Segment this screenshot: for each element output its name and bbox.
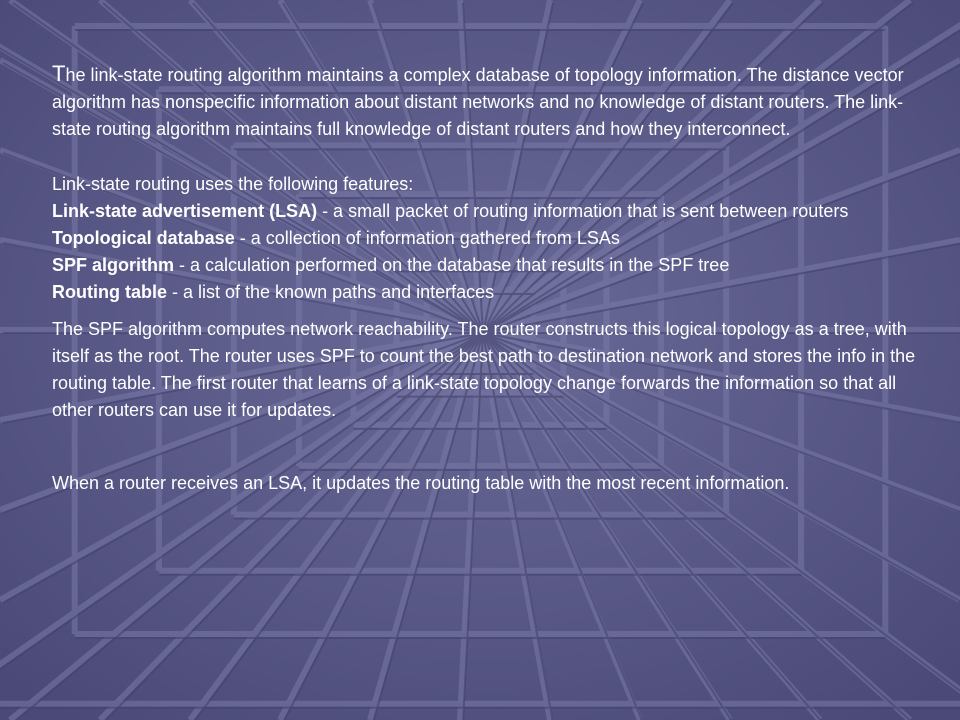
feature-desc: - a calculation performed on the database that results in the SPF tree — [174, 255, 730, 275]
feature-item-routing-table — [52, 279, 922, 306]
intro-paragraph — [52, 60, 922, 143]
slide-content — [52, 60, 922, 498]
spf-paragraph: The SPF algorithm computes network reachability. The router constructs this logical topology as a tree, with itself as the root. The router uses SPF to count the best path to destination network and stores the info in the routing table. The first router that learns of a link-state topology change forwards the information so that all other routers can use it for updates. — [52, 319, 916, 420]
feature-desc: - a collection of information gathered from LSAs — [234, 228, 620, 248]
feature-item-spf-algorithm — [52, 252, 922, 279]
feature-term: Link-state advertisement (LSA) — [52, 201, 318, 221]
features-section — [52, 171, 922, 306]
feature-term: SPF algorithm — [52, 255, 175, 275]
feature-item-topological-database — [52, 225, 922, 252]
lsa-update-paragraph: When a router receives an LSA, it updates the routing table with the most recent information. — [52, 473, 790, 493]
feature-term: Topological database — [52, 228, 235, 248]
feature-desc: - a list of the known paths and interfaces — [167, 282, 495, 302]
intro-first-letter: T — [52, 61, 66, 86]
features-heading: Link-state routing uses the following features: — [52, 174, 414, 194]
feature-item-lsa — [52, 198, 922, 225]
feature-desc: - a small packet of routing information that is sent between routers — [317, 201, 849, 221]
intro-text: he link-state routing algorithm maintains a complex database of topology information. The distance vector algorithm has nonspecific information about distant networks and no knowledge of distant routers. The link-state routing algorithm maintains full knowledge of distant routers and how they interconnect. — [52, 65, 904, 139]
feature-term: Routing table — [52, 282, 167, 302]
